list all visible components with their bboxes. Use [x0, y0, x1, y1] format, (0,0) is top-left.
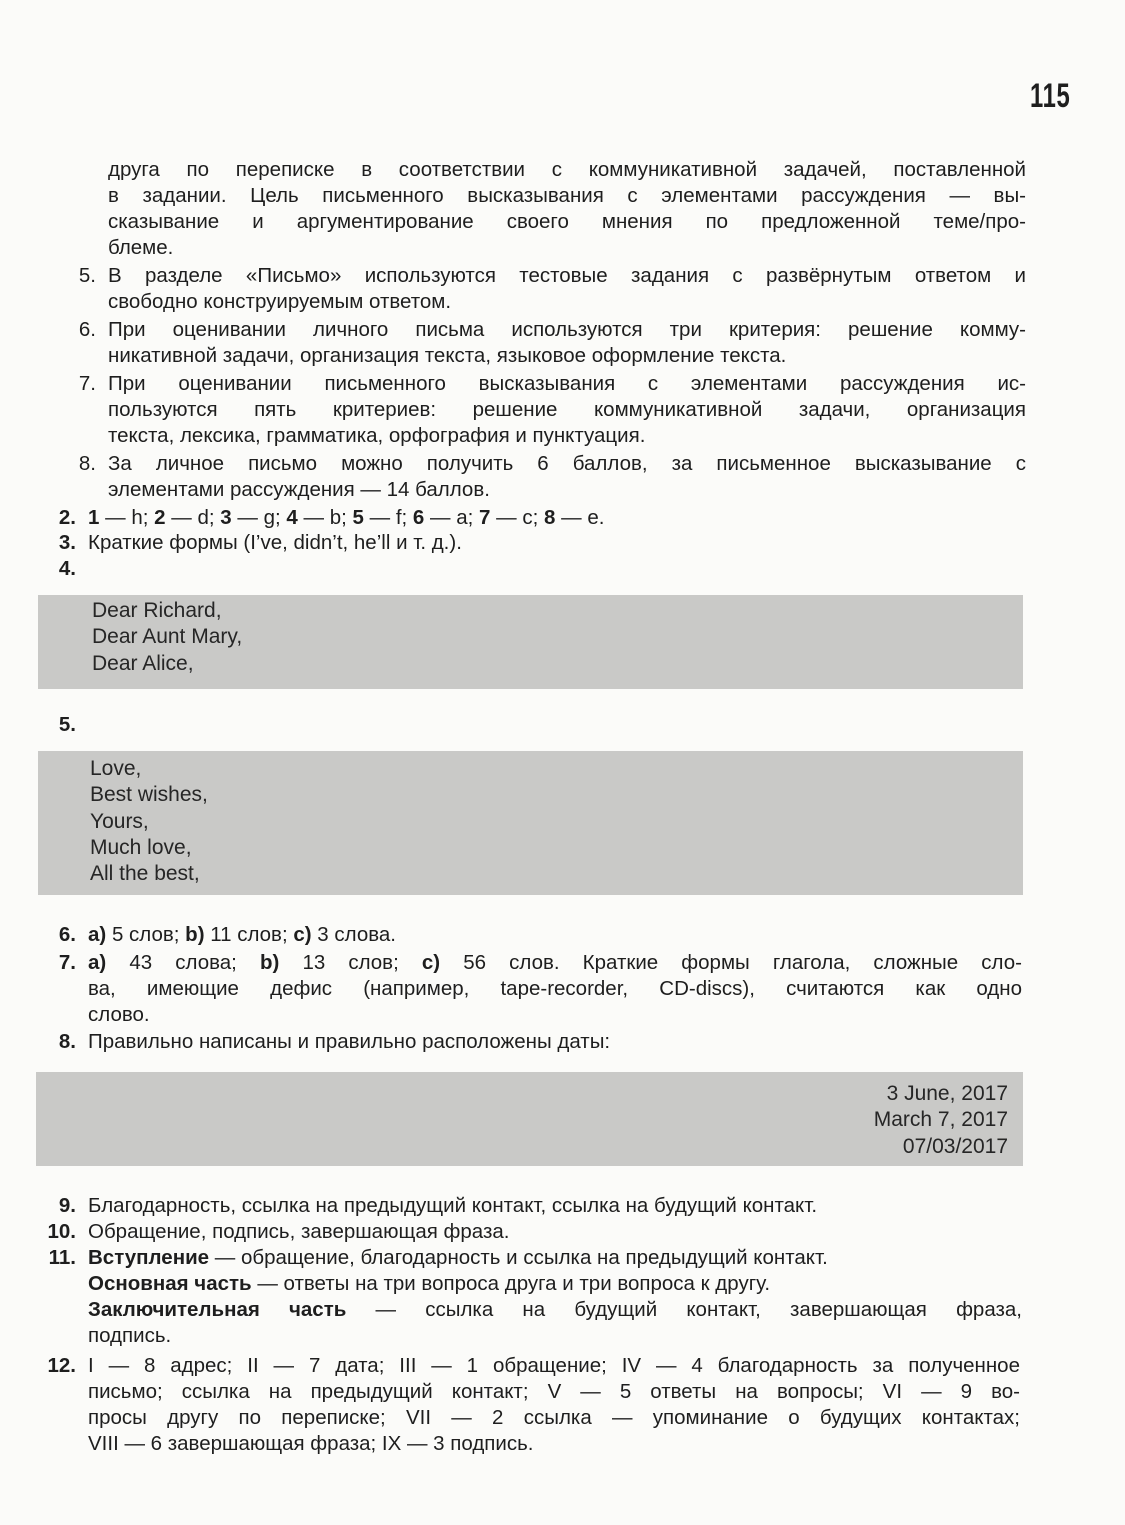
sub-item-line: При оценивании письменного высказывания с элементами рассуждения ис-: [108, 372, 1026, 395]
intro-line: друга по переписке в соответствии с коммуникативной задачей, поставленной: [108, 158, 1026, 181]
item-number: 3.: [58, 531, 76, 554]
item-line: ва, имеющие дефис (например, tape-recorder, CD-discs), считаются как одно: [88, 977, 1022, 1000]
item-line: письмо; ссылка на предыдущий контакт; V — 5 ответы на вопросы; VI — 9 во-: [88, 1380, 1020, 1403]
closing-line: Love,: [90, 757, 142, 780]
item-number: 2.: [58, 506, 76, 529]
intro-line: блеме.: [108, 236, 174, 259]
greeting-line: Dear Alice,: [92, 651, 194, 675]
date-line: 3 June, 2017: [886, 1082, 1008, 1105]
item-line: a) 43 слова; b) 13 слов; c) 56 слов. Краткие формы глагола, сложные сло-: [88, 951, 1022, 974]
closing-line: Yours,: [90, 809, 149, 833]
item-number: 10.: [47, 1220, 76, 1243]
date-line: 07/03/2017: [902, 1134, 1008, 1158]
item-text: Обращение, подпись, завершающая фраза.: [88, 1220, 510, 1243]
sub-item-line: свободно конструируемым ответом.: [108, 290, 452, 313]
closing-line: Much love,: [90, 835, 192, 859]
item-line: подпись.: [88, 1324, 172, 1347]
item-line: I — 8 адрес; II — 7 дата; III — 1 обращение; IV — 4 благодарность за полученное: [88, 1354, 1020, 1377]
greetings-box: [38, 595, 1023, 689]
item-number: 8.: [58, 1030, 76, 1053]
sub-item-line: пользуются пять критериев: решение коммуникативной задачи, организация: [108, 398, 1026, 421]
item-number: 4.: [58, 557, 76, 580]
matching-answers: 1 — h; 2 — d; 3 — g; 4 — b; 5 — f; 6 — a; 7 — c; 8 — e.: [88, 506, 605, 529]
sub-item-number: 7.: [78, 372, 96, 395]
closings-box: [38, 751, 1023, 895]
item-text: a) 5 слов; b) 11 слов; c) 3 слова.: [88, 923, 396, 946]
greeting-line: Dear Aunt Mary,: [92, 625, 243, 649]
greeting-line: Dear Richard,: [92, 599, 222, 622]
sub-item-number: 8.: [78, 452, 96, 475]
item-line: Вступление — обращение, благодарность и ссылка на предыдущий контакт.: [88, 1246, 828, 1269]
item-line: VIII — 6 завершающая фраза; IX — 3 подпись.: [88, 1432, 534, 1455]
item-number: 12.: [47, 1354, 76, 1377]
item-text: Благодарность, ссылка на предыдущий контакт, ссылка на будущий контакт.: [88, 1194, 818, 1217]
item-number: 9.: [58, 1194, 76, 1217]
item-number: 6.: [58, 923, 76, 946]
closing-line: Best wishes,: [90, 783, 208, 807]
sub-item-line: За личное письмо можно получить 6 баллов, за письменное высказывание с: [108, 452, 1026, 475]
item-number: 5.: [58, 713, 76, 736]
item-line: Основная часть — ответы на три вопроса друга и три вопроса к другу.: [88, 1272, 771, 1295]
sub-item-line: никативной задачи, организация текста, языковое оформление текста.: [108, 344, 787, 367]
closing-line: All the best,: [90, 862, 200, 886]
item-line: слово.: [88, 1003, 150, 1026]
item-line: просы другу по переписке; VII — 2 ссылка — упоминание о будущих контактах;: [88, 1406, 1020, 1429]
dates-box: [36, 1072, 1023, 1166]
sub-item-line: При оценивании личного письма используются три критерия: решение комму-: [108, 318, 1026, 341]
sub-item-number: 6.: [78, 318, 96, 341]
sub-item-number: 5.: [78, 264, 96, 287]
item-text: Правильно написаны и правильно расположены даты:: [88, 1030, 611, 1053]
intro-line: в задании. Цель письменного высказывания с элементами рассуждения — вы-: [108, 184, 1026, 207]
item-number: 7.: [58, 951, 76, 974]
item-number: 11.: [48, 1246, 76, 1269]
item-line: Заключительная часть — ссылка на будущий контакт, завершающая фраза,: [88, 1298, 1022, 1321]
item-text: Краткие формы (I’ve, didn’t, he’ll и т. д.).: [88, 531, 462, 554]
page-number: 115: [1030, 77, 1071, 115]
sub-item-line: элементами рассуждения — 14 баллов.: [108, 478, 490, 501]
sub-item-line: В разделе «Письмо» используются тестовые задания с развёрнутым ответом и: [108, 264, 1026, 287]
date-line: March 7, 2017: [873, 1108, 1008, 1132]
sub-item-line: текста, лексика, грамматика, орфография и пунктуация.: [108, 424, 646, 447]
intro-line: сказывание и аргументирование своего мнения по предложенной теме/про-: [108, 210, 1026, 233]
